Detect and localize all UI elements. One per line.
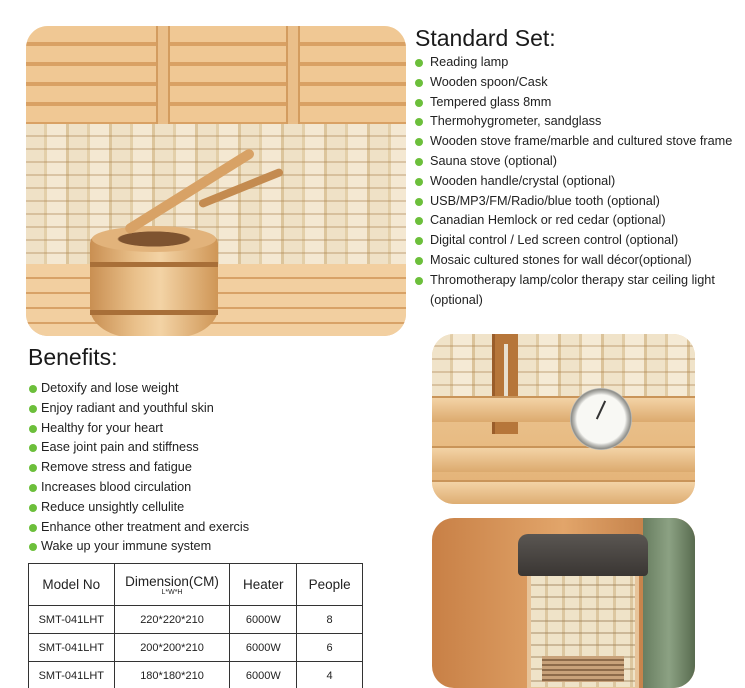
bullet-icon [415,257,423,265]
bullet-icon [415,138,423,146]
benefit-item: Detoxify and lose weight [28,379,408,399]
standard-set-item: Canadian Hemlock or red cedar (optional) [414,211,736,231]
standard-set-item: Reading lamp [414,53,736,73]
standard-set-list [414,53,736,310]
sauna-stove-photo [432,518,695,688]
cell-model: SMT-041LHT [29,634,115,662]
bullet-icon [415,178,423,186]
standard-set-item: Sauna stove (optional) [414,152,736,172]
bullet-icon [415,79,423,87]
benefit-item: Increases blood circulation [28,478,408,498]
benefits-title: Benefits: [28,344,118,370]
cell-heater: 6000W [230,662,297,688]
dimension-subheader: L*W*H [161,588,183,596]
bullet-icon [29,425,37,433]
thermohygrometer-photo [432,334,695,504]
spec-table [28,563,363,688]
bullet-icon [415,277,423,285]
bullet-icon [415,158,423,166]
bullet-icon [29,484,37,492]
bullet-icon [415,237,423,245]
stove-vent [542,656,624,682]
bucket-rim [92,226,216,252]
benefit-item: Ease joint pain and stiffness [28,438,408,458]
cell-people: 8 [297,606,363,634]
bullet-icon [415,99,423,107]
bullet-icon [29,385,37,393]
thermohygrometer-gauge [570,388,632,450]
header-model-no: Model No [29,564,115,606]
table-header-row [29,564,363,606]
header-dimension: Dimension(CM) L*W*H [114,564,230,606]
bullet-icon [29,464,37,472]
standard-set-item: USB/MP3/FM/Radio/blue tooth (optional) [414,192,736,212]
cell-model: SMT-041LHT [29,606,115,634]
bullet-icon [415,118,423,126]
standard-set-item: Tempered glass 8mm [414,93,736,113]
standard-set-item: Thermohygrometer, sandglass [414,112,736,132]
benefit-item: Reduce unsightly cellulite [28,498,408,518]
benefit-item: Wake up your immune system [28,537,408,557]
cell-dimension: 200*200*210 [114,634,230,662]
wooden-backrest [26,26,406,124]
bullet-icon [415,59,423,67]
cell-heater: 6000W [230,634,297,662]
header-people: People [297,564,363,606]
benefit-item: Enhance other treatment and exercis [28,518,408,538]
standard-set-item: Digital control / Led screen control (optional) [414,231,736,251]
standard-set-item: Wooden handle/crystal (optional) [414,172,736,192]
standard-set-title: Standard Set: [415,25,556,51]
benefit-item: Remove stress and fatigue [28,458,408,478]
bullet-icon [29,524,37,532]
benefits-list [28,379,408,557]
benefit-item: Healthy for your heart [28,419,408,439]
cell-dimension: 220*220*210 [114,606,230,634]
standard-set-item: Mosaic cultured stones for wall décor(optional) [414,251,736,271]
bullet-icon [415,198,423,206]
bullet-icon [29,504,37,512]
bullet-icon [29,543,37,551]
cell-heater: 6000W [230,606,297,634]
table-row [29,662,363,688]
bullet-icon [415,217,423,225]
benefit-item: Enjoy radiant and youthful skin [28,399,408,419]
standard-set-item: Wooden stove frame/marble and cultured stove frame [414,132,736,152]
header-heater: Heater [230,564,297,606]
bullet-icon [29,444,37,452]
cell-model: SMT-041LHT [29,662,115,688]
cell-dimension: 180*180*210 [114,662,230,688]
standard-set-item: Thromotherapy lamp/color therapy star ceiling light (optional) [414,271,736,311]
cell-people: 4 [297,662,363,688]
table-row [29,606,363,634]
standard-set-item: Wooden spoon/Cask [414,73,736,93]
cell-people: 6 [297,634,363,662]
glass-door [643,518,695,688]
bullet-icon [29,405,37,413]
sauna-bucket-photo [26,26,406,336]
table-row [29,634,363,662]
stove-heater-top [518,534,648,576]
